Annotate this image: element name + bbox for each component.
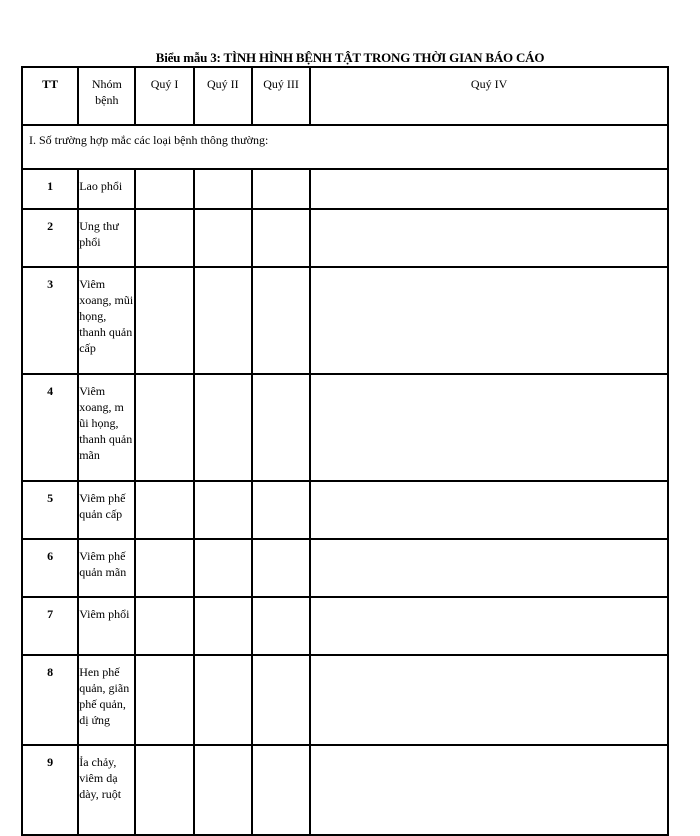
quarter-2-cell[interactable]: [194, 267, 252, 374]
table-row: [22, 481, 668, 539]
disease-name: Viêm xoang, mũi họng, thanh quản cấp: [78, 267, 135, 374]
quarter-2-cell[interactable]: [194, 539, 252, 597]
header-quarter-1: Quý I: [135, 67, 193, 125]
document-title: Biểu mẫu 3: TÌNH HÌNH BỆNH TẬT TRONG THỜI GIAN BÁO CÁO: [155, 50, 545, 65]
quarter-3-cell[interactable]: [252, 481, 310, 539]
disease-name: Hen phế quản, giãn phế quản, dị ứng: [78, 655, 135, 745]
quarter-1-cell[interactable]: [135, 745, 193, 835]
quarter-4-cell[interactable]: [310, 539, 668, 597]
quarter-3-cell[interactable]: [252, 655, 310, 745]
quarter-3-cell[interactable]: [252, 597, 310, 655]
section-heading: I. Số trường hợp mắc các loại bệnh thông thường:: [22, 125, 668, 169]
quarter-2-cell[interactable]: [194, 597, 252, 655]
quarter-1-cell[interactable]: [135, 539, 193, 597]
quarter-1-cell[interactable]: [135, 597, 193, 655]
table-header-row: [22, 67, 668, 125]
disease-name: Viêm phổi: [78, 597, 135, 655]
quarter-1-cell[interactable]: [135, 374, 193, 481]
disease-report-table-wrapper: [21, 66, 669, 836]
quarter-2-cell[interactable]: [194, 655, 252, 745]
row-number: 8: [22, 655, 78, 745]
quarter-4-cell[interactable]: [310, 374, 668, 481]
quarter-2-cell[interactable]: [194, 209, 252, 267]
quarter-3-cell[interactable]: [252, 745, 310, 835]
section-row: [22, 125, 668, 169]
table-row: [22, 745, 668, 835]
quarter-2-cell[interactable]: [194, 374, 252, 481]
row-number: 5: [22, 481, 78, 539]
header-quarter-2: Quý II: [194, 67, 252, 125]
header-quarter-3: Quý III: [252, 67, 310, 125]
quarter-4-cell[interactable]: [310, 267, 668, 374]
header-tt: TT: [22, 67, 78, 125]
table-row: [22, 655, 668, 745]
quarter-4-cell[interactable]: [310, 169, 668, 209]
quarter-3-cell[interactable]: [252, 169, 310, 209]
quarter-2-cell[interactable]: [194, 169, 252, 209]
disease-name: Viêm phế quản mãn: [78, 539, 135, 597]
quarter-3-cell[interactable]: [252, 374, 310, 481]
quarter-1-cell[interactable]: [135, 209, 193, 267]
row-number: 1: [22, 169, 78, 209]
quarter-4-cell[interactable]: [310, 597, 668, 655]
disease-name: Ỉa chảy, viêm dạ dày, ruột: [78, 745, 135, 835]
disease-name: Lao phổi: [78, 169, 135, 209]
disease-name: Ung thư phổi: [78, 209, 135, 267]
table-row: [22, 267, 668, 374]
row-number: 2: [22, 209, 78, 267]
quarter-1-cell[interactable]: [135, 169, 193, 209]
header-disease-group: Nhóm bệnh: [78, 67, 135, 125]
quarter-1-cell[interactable]: [135, 267, 193, 374]
header-quarter-4: Quý IV: [310, 67, 668, 125]
quarter-4-cell[interactable]: [310, 745, 668, 835]
row-number: 3: [22, 267, 78, 374]
disease-name: Viêm phế quản cấp: [78, 481, 135, 539]
quarter-4-cell[interactable]: [310, 209, 668, 267]
quarter-3-cell[interactable]: [252, 267, 310, 374]
quarter-1-cell[interactable]: [135, 481, 193, 539]
row-number: 6: [22, 539, 78, 597]
row-number: 7: [22, 597, 78, 655]
table-row: [22, 539, 668, 597]
quarter-1-cell[interactable]: [135, 655, 193, 745]
quarter-3-cell[interactable]: [252, 209, 310, 267]
disease-name: Viêm xoang, m ũi họng, thanh quản mãn: [78, 374, 135, 481]
table-row: [22, 597, 668, 655]
quarter-2-cell[interactable]: [194, 481, 252, 539]
quarter-4-cell[interactable]: [310, 481, 668, 539]
table-row: [22, 374, 668, 481]
table-row: [22, 209, 668, 267]
quarter-2-cell[interactable]: [194, 745, 252, 835]
row-number: 4: [22, 374, 78, 481]
row-number: 9: [22, 745, 78, 835]
disease-report-table: [21, 66, 669, 836]
quarter-3-cell[interactable]: [252, 539, 310, 597]
table-row: [22, 169, 668, 209]
quarter-4-cell[interactable]: [310, 655, 668, 745]
